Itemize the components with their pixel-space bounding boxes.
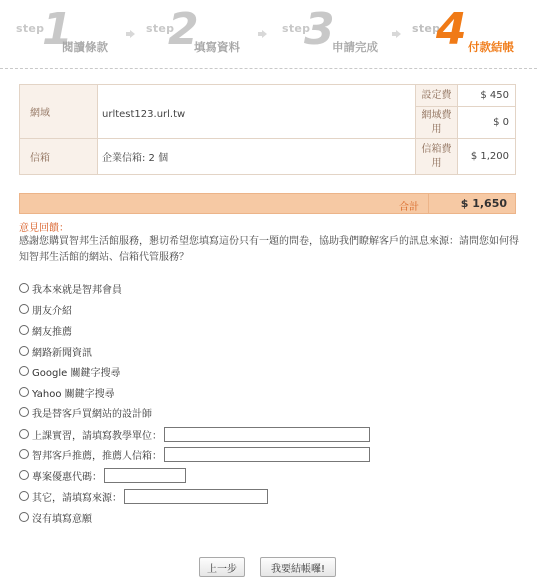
option-label: 其它，請填寫來源： bbox=[32, 492, 122, 504]
option-label: 智邦客戶推薦，推薦人信箱： bbox=[32, 450, 162, 462]
setup-fee-label: 設定費 bbox=[416, 85, 458, 107]
mailbox-value: 企業信箱: 2 個 bbox=[98, 139, 416, 175]
option-other[interactable] bbox=[19, 488, 268, 504]
option-label: Yahoo 關鍵字搜尋 bbox=[32, 388, 115, 400]
total-label: 合計 bbox=[399, 202, 419, 213]
option-label: 上課實習，請填寫教學單位： bbox=[32, 430, 162, 442]
other-source-input[interactable] bbox=[124, 489, 268, 504]
option-label: 網友推薦 bbox=[32, 326, 72, 338]
internship-unit-input[interactable] bbox=[164, 427, 370, 442]
domain-fee-value: $ 0 bbox=[458, 107, 516, 139]
option-news[interactable] bbox=[19, 343, 92, 359]
step-2 bbox=[146, 6, 256, 58]
arrow-right-icon bbox=[258, 30, 267, 38]
step-4-number: 4 bbox=[436, 4, 467, 55]
order-summary-table bbox=[19, 84, 516, 175]
mailbox-fee-label bbox=[416, 139, 458, 175]
step-2-word: step bbox=[146, 22, 175, 35]
domain-fee-label-line1: 網域費 bbox=[421, 109, 452, 121]
feedback-question: 感謝您購買智邦生活館服務，懇切希望您填寫這份只有一題的問卷，協助我們瞭解客戶的訊息來源：請問您如何得知智邦生活館的網站、信箱代管服務？ bbox=[19, 236, 519, 263]
option-friend[interactable] bbox=[19, 301, 72, 317]
domain-fee-label bbox=[416, 107, 458, 139]
referrer-email-input[interactable] bbox=[164, 447, 370, 462]
step-progress-bar bbox=[0, 0, 537, 64]
arrow-right-icon bbox=[126, 30, 135, 38]
radio-button[interactable] bbox=[19, 449, 29, 459]
option-label: 沒有填寫意願 bbox=[32, 513, 92, 525]
step-1-number: 1 bbox=[42, 4, 73, 55]
radio-button[interactable] bbox=[19, 429, 29, 439]
step-1-label: 閱讀條款 bbox=[62, 40, 108, 54]
option-label: 我是替客戶買網站的設計師 bbox=[32, 408, 152, 420]
step-3-number: 3 bbox=[304, 4, 335, 55]
step-4-label: 付款結帳 bbox=[468, 40, 514, 54]
radio-button[interactable] bbox=[19, 491, 29, 501]
radio-button[interactable] bbox=[19, 512, 29, 522]
mailbox-fee-label-line2: 用 bbox=[431, 157, 442, 169]
promo-code-input[interactable] bbox=[104, 468, 186, 483]
step-4-word: step bbox=[412, 22, 441, 35]
radio-button[interactable] bbox=[19, 304, 29, 314]
total-value: $ 1,650 bbox=[460, 197, 507, 210]
mailbox-label: 信箱 bbox=[20, 139, 98, 175]
option-member[interactable] bbox=[19, 280, 122, 296]
radio-button[interactable] bbox=[19, 407, 29, 417]
total-separator bbox=[428, 194, 429, 213]
mailbox-fee-label-line1: 信箱費 bbox=[421, 143, 452, 155]
step-3 bbox=[282, 6, 392, 58]
option-yahoo[interactable] bbox=[19, 384, 115, 400]
option-label: 網路新聞資訊 bbox=[32, 347, 92, 359]
radio-button[interactable] bbox=[19, 325, 29, 335]
option-label: Google 關鍵字搜尋 bbox=[32, 367, 121, 379]
radio-button[interactable] bbox=[19, 346, 29, 356]
option-internship[interactable] bbox=[19, 426, 370, 442]
radio-button[interactable] bbox=[19, 283, 29, 293]
option-label: 專案優惠代碼： bbox=[32, 471, 102, 483]
total-row bbox=[19, 193, 516, 214]
step-3-word: step bbox=[282, 22, 311, 35]
option-promo-code[interactable] bbox=[19, 467, 186, 483]
option-referral[interactable] bbox=[19, 446, 370, 462]
domain-fee-label-line2: 用 bbox=[431, 123, 442, 135]
option-designer[interactable] bbox=[19, 404, 152, 420]
step-4 bbox=[412, 6, 532, 58]
feedback-title: 意見回饋： bbox=[19, 223, 69, 234]
radio-button[interactable] bbox=[19, 366, 29, 376]
step-2-label: 填寫資料 bbox=[194, 40, 240, 54]
previous-step-button[interactable]: 上一步 bbox=[199, 557, 245, 577]
option-no-answer[interactable] bbox=[19, 509, 92, 525]
domain-value: urltest123.url.tw bbox=[98, 85, 416, 139]
mailbox-fee-value: $ 1,200 bbox=[458, 139, 516, 175]
option-label: 朋友介紹 bbox=[32, 305, 72, 317]
setup-fee-value: $ 450 bbox=[458, 85, 516, 107]
domain-label: 網域 bbox=[20, 85, 98, 139]
divider bbox=[0, 68, 537, 69]
radio-button[interactable] bbox=[19, 470, 29, 480]
radio-button[interactable] bbox=[19, 387, 29, 397]
option-google[interactable] bbox=[19, 363, 120, 379]
option-label: 我本來就是智邦會員 bbox=[32, 284, 122, 296]
checkout-button[interactable]: 我要結帳囉! bbox=[260, 557, 336, 577]
arrow-right-icon bbox=[392, 30, 401, 38]
option-netizen[interactable] bbox=[19, 322, 72, 338]
step-1-word: step bbox=[16, 22, 45, 35]
step-3-label: 申請完成 bbox=[332, 40, 378, 54]
step-1 bbox=[16, 6, 126, 58]
step-2-number: 2 bbox=[168, 4, 199, 55]
